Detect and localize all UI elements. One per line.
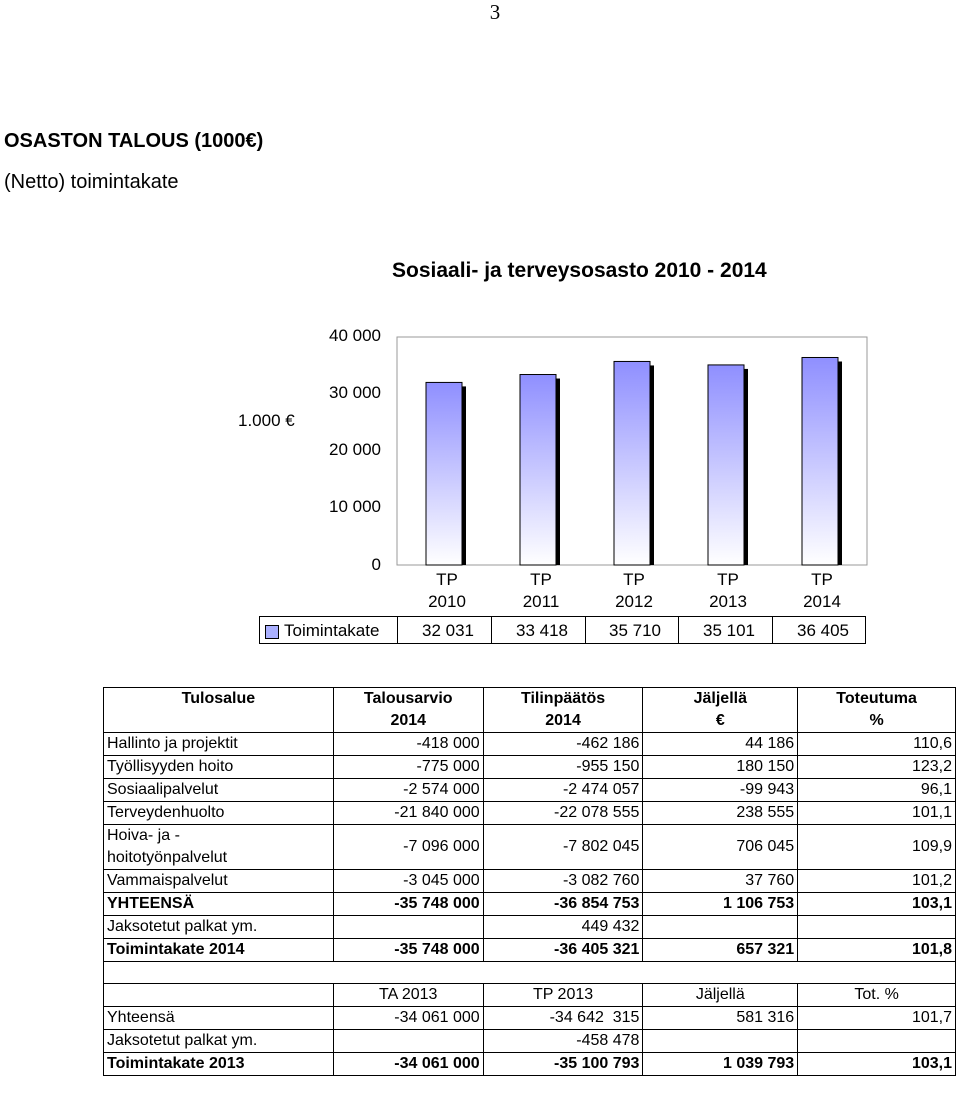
table-header-row <box>104 984 956 1007</box>
data-label: 36 405 <box>797 621 849 640</box>
table-cell: 37 760 <box>643 870 798 893</box>
page-number: 3 <box>489 0 501 24</box>
bar <box>614 361 650 565</box>
table-divider <box>678 617 679 643</box>
total-row <box>104 939 956 962</box>
table-cell: 109,9 <box>798 825 956 870</box>
table-cell: 96,1 <box>798 779 956 802</box>
column-header: Jäljellä <box>643 984 798 1007</box>
table-cell <box>798 1030 956 1053</box>
table-cell: -3 045 000 <box>333 870 483 893</box>
table-cell: 44 186 <box>643 733 798 756</box>
table-row <box>104 825 956 870</box>
bar <box>520 375 556 565</box>
column-header: Tilinpäätös 2014 <box>483 688 643 733</box>
table-cell: -99 943 <box>643 779 798 802</box>
column-header: Toteutuma % <box>798 688 956 733</box>
table-cell: -35 748 000 <box>333 939 483 962</box>
table-row <box>104 1007 956 1030</box>
data-label: 32 031 <box>422 621 474 640</box>
table-row <box>104 756 956 779</box>
table-cell: 1 106 753 <box>643 893 798 916</box>
table-cell: -36 405 321 <box>483 939 643 962</box>
column-header: Tot. % <box>798 984 956 1007</box>
row-label: Hoiva- ja - hoitotyönpalvelut <box>104 825 334 870</box>
table-cell: -775 000 <box>333 756 483 779</box>
bar <box>708 365 744 565</box>
table-cell: -955 150 <box>483 756 643 779</box>
row-label: Vammaispalvelut <box>104 870 334 893</box>
chart-data-table <box>259 616 866 644</box>
table-cell: 101,8 <box>798 939 956 962</box>
row-label: Työllisyyden hoito <box>104 756 334 779</box>
table-cell: 449 432 <box>483 916 643 939</box>
table-row <box>104 779 956 802</box>
table-divider <box>397 617 398 643</box>
row-label: Hallinto ja projektit <box>104 733 334 756</box>
table-cell: -34 642 315 <box>483 1007 643 1030</box>
table-header-row <box>104 688 956 733</box>
category-label: TP 2012 <box>615 570 653 611</box>
table-cell: 1 039 793 <box>643 1053 798 1076</box>
column-header: TP 2013 <box>483 984 643 1007</box>
budget-table <box>103 687 956 1076</box>
spacer-row <box>104 962 956 984</box>
bar <box>426 382 462 565</box>
table-cell: -34 061 000 <box>333 1053 483 1076</box>
row-label: Jaksotetut palkat ym. <box>104 1030 334 1053</box>
table-cell: -2 474 057 <box>483 779 643 802</box>
row-label: Toimintakate 2013 <box>104 1053 334 1076</box>
table-cell: 706 045 <box>643 825 798 870</box>
table-cell: 103,1 <box>798 893 956 916</box>
table-cell <box>798 916 956 939</box>
legend-label: Toimintakate <box>284 621 380 640</box>
table-cell: 180 150 <box>643 756 798 779</box>
column-header: Jäljellä € <box>643 688 798 733</box>
table-row <box>104 1030 956 1053</box>
table-row <box>104 733 956 756</box>
table-cell: -7 802 045 <box>483 825 643 870</box>
data-label: 35 710 <box>609 621 661 640</box>
y-axis-label: 1.000 € <box>238 411 295 430</box>
table-cell: 238 555 <box>643 802 798 825</box>
column-header: TA 2013 <box>333 984 483 1007</box>
category-label: TP 2011 <box>522 570 560 611</box>
table-cell <box>333 1030 483 1053</box>
row-label: Terveydenhuolto <box>104 802 334 825</box>
table-divider <box>491 617 492 643</box>
table-row <box>104 916 956 939</box>
y-tick-label: 20 000 <box>329 440 381 459</box>
table-cell: 101,1 <box>798 802 956 825</box>
row-label: Toimintakate 2014 <box>104 939 334 962</box>
table-cell: -458 478 <box>483 1030 643 1053</box>
section-heading: OSASTON TALOUS (1000€) <box>4 130 264 152</box>
table-cell: -7 096 000 <box>333 825 483 870</box>
category-label: TP 2013 <box>709 570 747 611</box>
y-tick-label: 30 000 <box>329 383 381 402</box>
table-cell: -35 748 000 <box>333 893 483 916</box>
table-row <box>104 802 956 825</box>
row-label: Sosiaalipalvelut <box>104 779 334 802</box>
table-cell: -36 854 753 <box>483 893 643 916</box>
data-label: 35 101 <box>703 621 755 640</box>
column-header: Talousarvio 2014 <box>333 688 483 733</box>
table-cell: 123,2 <box>798 756 956 779</box>
table-cell: -22 078 555 <box>483 802 643 825</box>
table-cell <box>643 916 798 939</box>
table-cell: 110,6 <box>798 733 956 756</box>
category-label: TP 2014 <box>803 570 841 611</box>
column-header <box>104 984 334 1007</box>
row-label: Jaksotetut palkat ym. <box>104 916 334 939</box>
section-subheading: (Netto) toimintakate <box>4 171 179 193</box>
data-label: 33 418 <box>516 621 568 640</box>
table-cell <box>643 1030 798 1053</box>
category-label: TP 2010 <box>428 570 466 611</box>
y-tick-label: 40 000 <box>329 326 381 345</box>
row-label: Yhteensä <box>104 1007 334 1030</box>
column-header: Tulosalue <box>104 688 334 733</box>
table-cell: -462 186 <box>483 733 643 756</box>
y-tick-label: 10 000 <box>329 497 381 516</box>
table-cell: -21 840 000 <box>333 802 483 825</box>
total-row <box>104 893 956 916</box>
table-cell: 657 321 <box>643 939 798 962</box>
row-label: YHTEENSÄ <box>104 893 334 916</box>
table-divider <box>772 617 773 643</box>
chart-title: Sosiaali- ja terveysosasto 2010 - 2014 <box>392 259 767 282</box>
total-row <box>104 1053 956 1076</box>
table-cell: -2 574 000 <box>333 779 483 802</box>
table-cell: -3 082 760 <box>483 870 643 893</box>
table-cell: 103,1 <box>798 1053 956 1076</box>
table-cell: -34 061 000 <box>333 1007 483 1030</box>
table-row <box>104 870 956 893</box>
table-cell: 581 316 <box>643 1007 798 1030</box>
table-cell: 101,7 <box>798 1007 956 1030</box>
bar <box>802 357 838 565</box>
spacer-cell <box>104 962 956 984</box>
legend-swatch <box>265 625 279 639</box>
y-tick-label: 0 <box>371 555 381 574</box>
table-cell: -418 000 <box>333 733 483 756</box>
table-divider <box>585 617 586 643</box>
table-cell: -35 100 793 <box>483 1053 643 1076</box>
table-cell: 101,2 <box>798 870 956 893</box>
table-cell <box>333 916 483 939</box>
